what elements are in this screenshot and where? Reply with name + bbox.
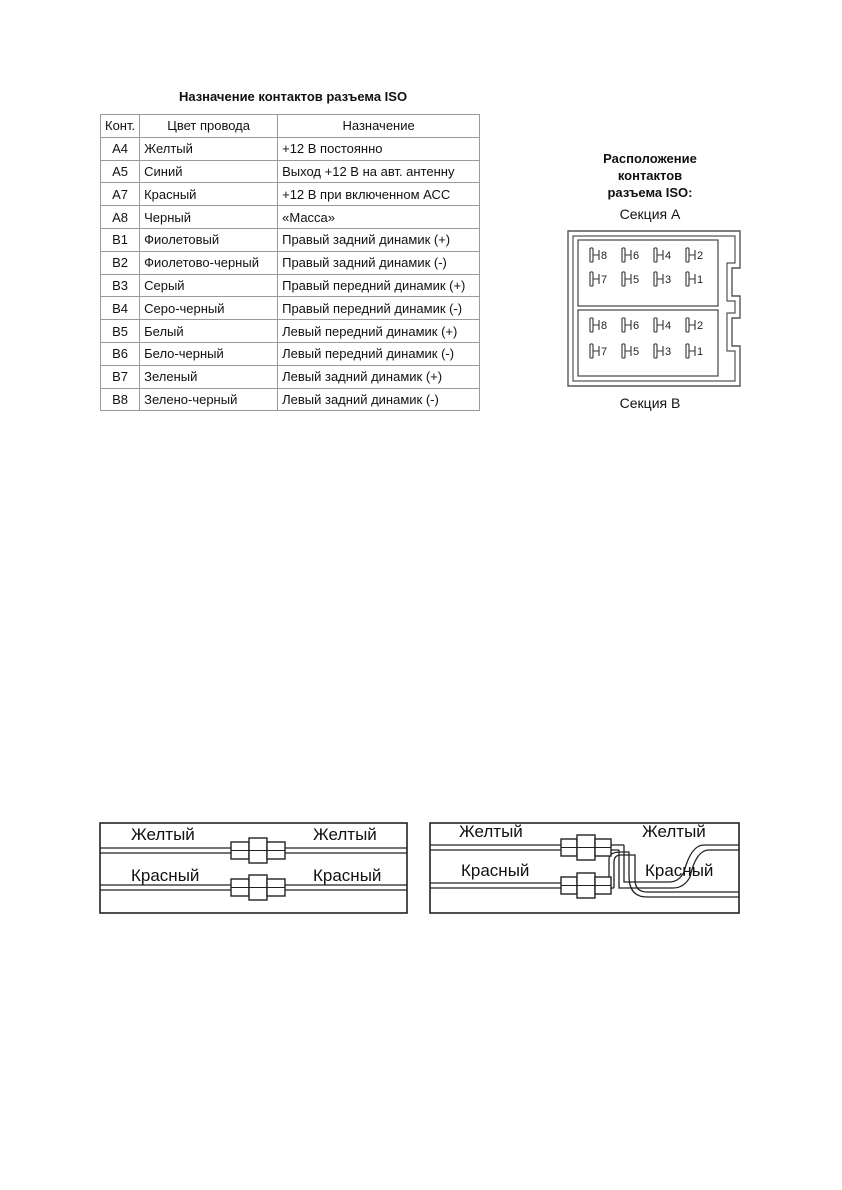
connector-pin [590,344,607,358]
pin-cell: A7 [101,183,140,206]
svg-text:8: 8 [601,320,608,332]
svg-text:5: 5 [633,274,640,286]
pin-assignment-table [100,114,480,411]
wire-color-cell: Серый [140,274,278,297]
table-row [101,206,480,229]
connector-layout-title [570,150,730,201]
table-row [101,251,480,274]
wire-color-cell: Красный [140,183,278,206]
table-row [101,320,480,343]
table-row [101,365,480,388]
wire-color-cell: Фиолетовый [140,228,278,251]
svg-text:4: 4 [665,320,672,332]
purpose-cell: Левый задний динамик (-) [278,388,480,411]
connector-pin [654,318,671,332]
table-row [101,297,480,320]
connector-pin [654,272,671,286]
header-purpose: Назначение [278,115,480,138]
connector-pin [654,248,671,262]
connector-pin [686,344,703,358]
pin-cell: B7 [101,365,140,388]
svg-text:6: 6 [633,250,640,262]
wire-label-yellow-right: Желтый [313,825,377,844]
wire-color-cell: Зелено-черный [140,388,278,411]
svg-text:3: 3 [665,346,672,358]
table-row [101,388,480,411]
purpose-cell: Левый задний динамик (+) [278,365,480,388]
wire-color-cell: Синий [140,160,278,183]
pin-cell: A5 [101,160,140,183]
connector-pin [686,318,703,332]
svg-text:7: 7 [601,346,608,358]
purpose-cell: Левый передний динамик (+) [278,320,480,343]
wire-connector-bottom [561,873,611,898]
purpose-cell: Правый задний динамик (+) [278,228,480,251]
pin-cell: B6 [101,342,140,365]
pin-cell: B4 [101,297,140,320]
connector-pin [622,318,639,332]
connector-pin [590,318,607,332]
wire-color-cell: Бело-черный [140,342,278,365]
purpose-cell: Выход +12 В на авт. антенну [278,160,480,183]
layout-title-line: Расположение [603,151,697,166]
wire-label-yellow-left: Желтый [459,822,523,841]
table-row [101,342,480,365]
connector-pin [686,248,703,262]
table-row [101,137,480,160]
section-a-label: Секция А [619,206,681,222]
connector-pin [622,272,639,286]
table-row [101,274,480,297]
table-title: Назначение контактов разъема ISO [178,89,408,104]
svg-text:6: 6 [633,320,640,332]
wire-connector-bottom [231,875,285,900]
wire-color-cell: Зеленый [140,365,278,388]
wire-color-cell: Серо-черный [140,297,278,320]
wire-label-red-right: Красный [645,861,714,880]
iso-connector-diagram [560,226,750,394]
connector-pin [590,248,607,262]
purpose-cell: +12 В постоянно [278,137,480,160]
svg-text:2: 2 [697,320,704,332]
svg-text:4: 4 [665,250,672,262]
wire-color-cell: Черный [140,206,278,229]
table-row [101,183,480,206]
wire-label-red-left: Красный [461,861,530,880]
connector-pin [622,344,639,358]
pin-cell: B2 [101,251,140,274]
purpose-cell: +12 В при включенном АСС [278,183,480,206]
svg-text:7: 7 [601,274,608,286]
layout-title-line: разъема ISO: [607,185,693,200]
connector-pin [622,248,639,262]
wire-label-red-right: Красный [313,866,382,885]
purpose-cell: «Масса» [278,206,480,229]
wire-label-yellow-left: Желтый [131,825,195,844]
purpose-cell: Правый задний динамик (-) [278,251,480,274]
pin-cell: B8 [101,388,140,411]
wire-label-red-left: Красный [131,866,200,885]
svg-text:1: 1 [697,346,704,358]
pin-cell: A8 [101,206,140,229]
purpose-cell: Левый передний динамик (-) [278,342,480,365]
wire-color-cell: Белый [140,320,278,343]
pin-cell: B3 [101,274,140,297]
wire-label-yellow-right: Желтый [642,822,706,841]
section-b-label: Секция В [619,395,681,411]
layout-title-line: контактов [617,168,683,183]
purpose-cell: Правый передний динамик (-) [278,297,480,320]
svg-text:2: 2 [697,250,704,262]
purpose-cell: Правый передний динамик (+) [278,274,480,297]
connector-pin [590,272,607,286]
header-pin: Конт. [101,115,140,138]
svg-text:5: 5 [633,346,640,358]
table-row [101,160,480,183]
connector-pin [686,272,703,286]
table-header-row [101,115,480,138]
svg-text:1: 1 [697,274,704,286]
pin-cell: B5 [101,320,140,343]
svg-text:3: 3 [665,274,672,286]
pin-cell: A4 [101,137,140,160]
wire-connector-top [231,838,285,863]
svg-text:8: 8 [601,250,608,262]
wire-connector-top [561,835,611,860]
pin-cell: B1 [101,228,140,251]
wire-color-cell: Желтый [140,137,278,160]
table-row [101,228,480,251]
connector-pin [654,344,671,358]
wire-color-cell: Фиолетово-черный [140,251,278,274]
header-wire-color: Цвет провода [140,115,278,138]
